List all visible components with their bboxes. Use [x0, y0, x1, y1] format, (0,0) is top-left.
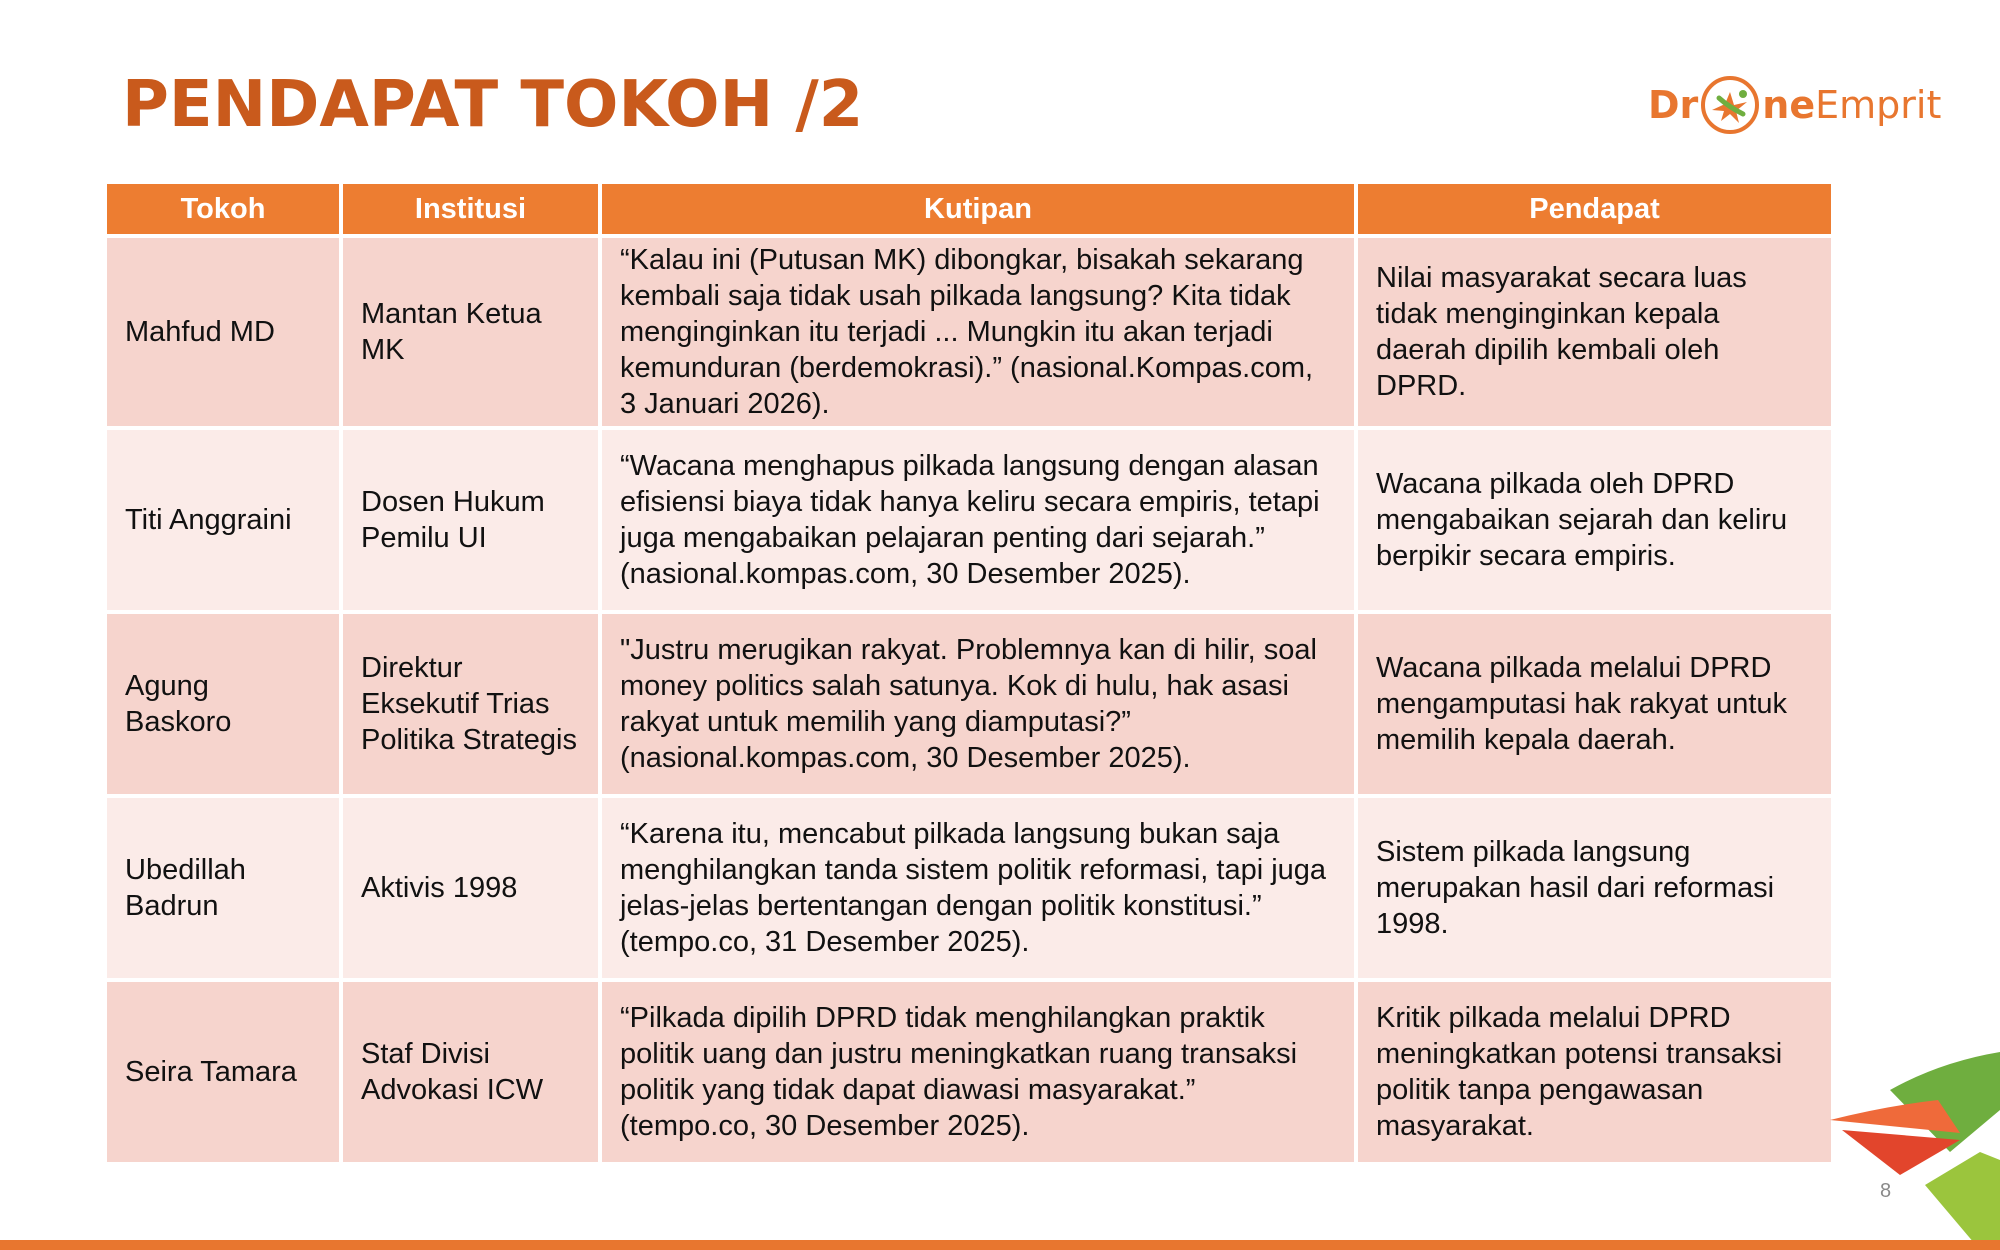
table-row	[107, 430, 1831, 610]
cell-institusi: Dosen Hukum Pemilu UI	[343, 430, 598, 610]
header-pendapat: Pendapat	[1358, 184, 1831, 234]
corner-decoration	[1830, 1040, 2000, 1250]
header-institusi: Institusi	[343, 184, 598, 234]
cell-tokoh: Ubedillah Badrun	[107, 798, 339, 978]
page-title: PENDAPAT TOKOH /2	[122, 68, 864, 142]
table-row	[107, 614, 1831, 794]
cell-institusi: Direktur Eksekutif Trias Politika Strategis	[343, 614, 598, 794]
table-header-row	[107, 184, 1831, 234]
table-row	[107, 982, 1831, 1162]
cell-institusi: Staf Divisi Advokasi ICW	[343, 982, 598, 1162]
cell-kutipan: “Karena itu, mencabut pilkada langsung bukan saja menghilangkan tanda sistem politik reformasi, tapi juga jelas-jelas bertentangan dengan politik konstitusi.” (tempo.co, 31 Desember 2025).	[602, 798, 1354, 978]
opinion-table	[103, 180, 1835, 1166]
logo-text-ne: ne	[1762, 83, 1816, 127]
drone-bird-icon	[1699, 74, 1761, 136]
cell-tokoh: Seira Tamara	[107, 982, 339, 1162]
table-row	[107, 238, 1831, 426]
cell-tokoh: Mahfud MD	[107, 238, 339, 426]
cell-tokoh: Titi Anggraini	[107, 430, 339, 610]
cell-tokoh: Agung Baskoro	[107, 614, 339, 794]
page-number: 8	[1880, 1180, 1892, 1202]
cell-pendapat: Wacana pilkada oleh DPRD mengabaikan sejarah dan keliru berpikir secara empiris.	[1358, 430, 1831, 610]
logo-text-emprit: Emprit	[1815, 83, 1942, 127]
cell-kutipan: “Kalau ini (Putusan MK) dibongkar, bisakah sekarang kembali saja tidak usah pilkada langsung? Kita tidak menginginkan itu terjadi ... Mungkin itu akan terjadi kemunduran (berdemokrasi).” (nasional.Kompas.com, 3 Januari 2026).	[602, 238, 1354, 426]
cell-institusi: Aktivis 1998	[343, 798, 598, 978]
header-tokoh: Tokoh	[107, 184, 339, 234]
cell-kutipan: “Wacana menghapus pilkada langsung dengan alasan efisiensi biaya tidak hanya keliru secara empiris, tetapi juga mengabaikan pelajaran penting dari sejarah.” (nasional.kompas.com, 30 Desember 2025).	[602, 430, 1354, 610]
cell-institusi: Mantan Ketua MK	[343, 238, 598, 426]
table-row	[107, 798, 1831, 978]
cell-kutipan: “Pilkada dipilih DPRD tidak menghilangkan praktik politik uang dan justru meningkatkan ruang transaksi politik yang tidak dapat diawasi masyarakat.” (tempo.co, 30 Desember 2025).	[602, 982, 1354, 1162]
cell-pendapat: Nilai masyarakat secara luas tidak menginginkan kepala daerah dipilih kembali oleh DPRD.	[1358, 238, 1831, 426]
cell-kutipan: "Justru merugikan rakyat. Problemnya kan di hilir, soal money politics salah satunya. Kok di hulu, hak asasi rakyat untuk memilih yang diamputasi?” (nasional.kompas.com, 30 Desember 2025).	[602, 614, 1354, 794]
logo-text-dr: Dr	[1648, 83, 1699, 127]
cell-pendapat: Wacana pilkada melalui DPRD mengamputasi hak rakyat untuk memilih kepala daerah.	[1358, 614, 1831, 794]
bottom-bar	[0, 1240, 2000, 1250]
header-kutipan: Kutipan	[602, 184, 1354, 234]
cell-pendapat: Kritik pilkada melalui DPRD meningkatkan potensi transaksi politik tanpa pengawasan masyarakat.	[1358, 982, 1831, 1162]
cell-pendapat: Sistem pilkada langsung merupakan hasil dari reformasi 1998.	[1358, 798, 1831, 978]
drone-emprit-logo	[1648, 70, 1941, 140]
